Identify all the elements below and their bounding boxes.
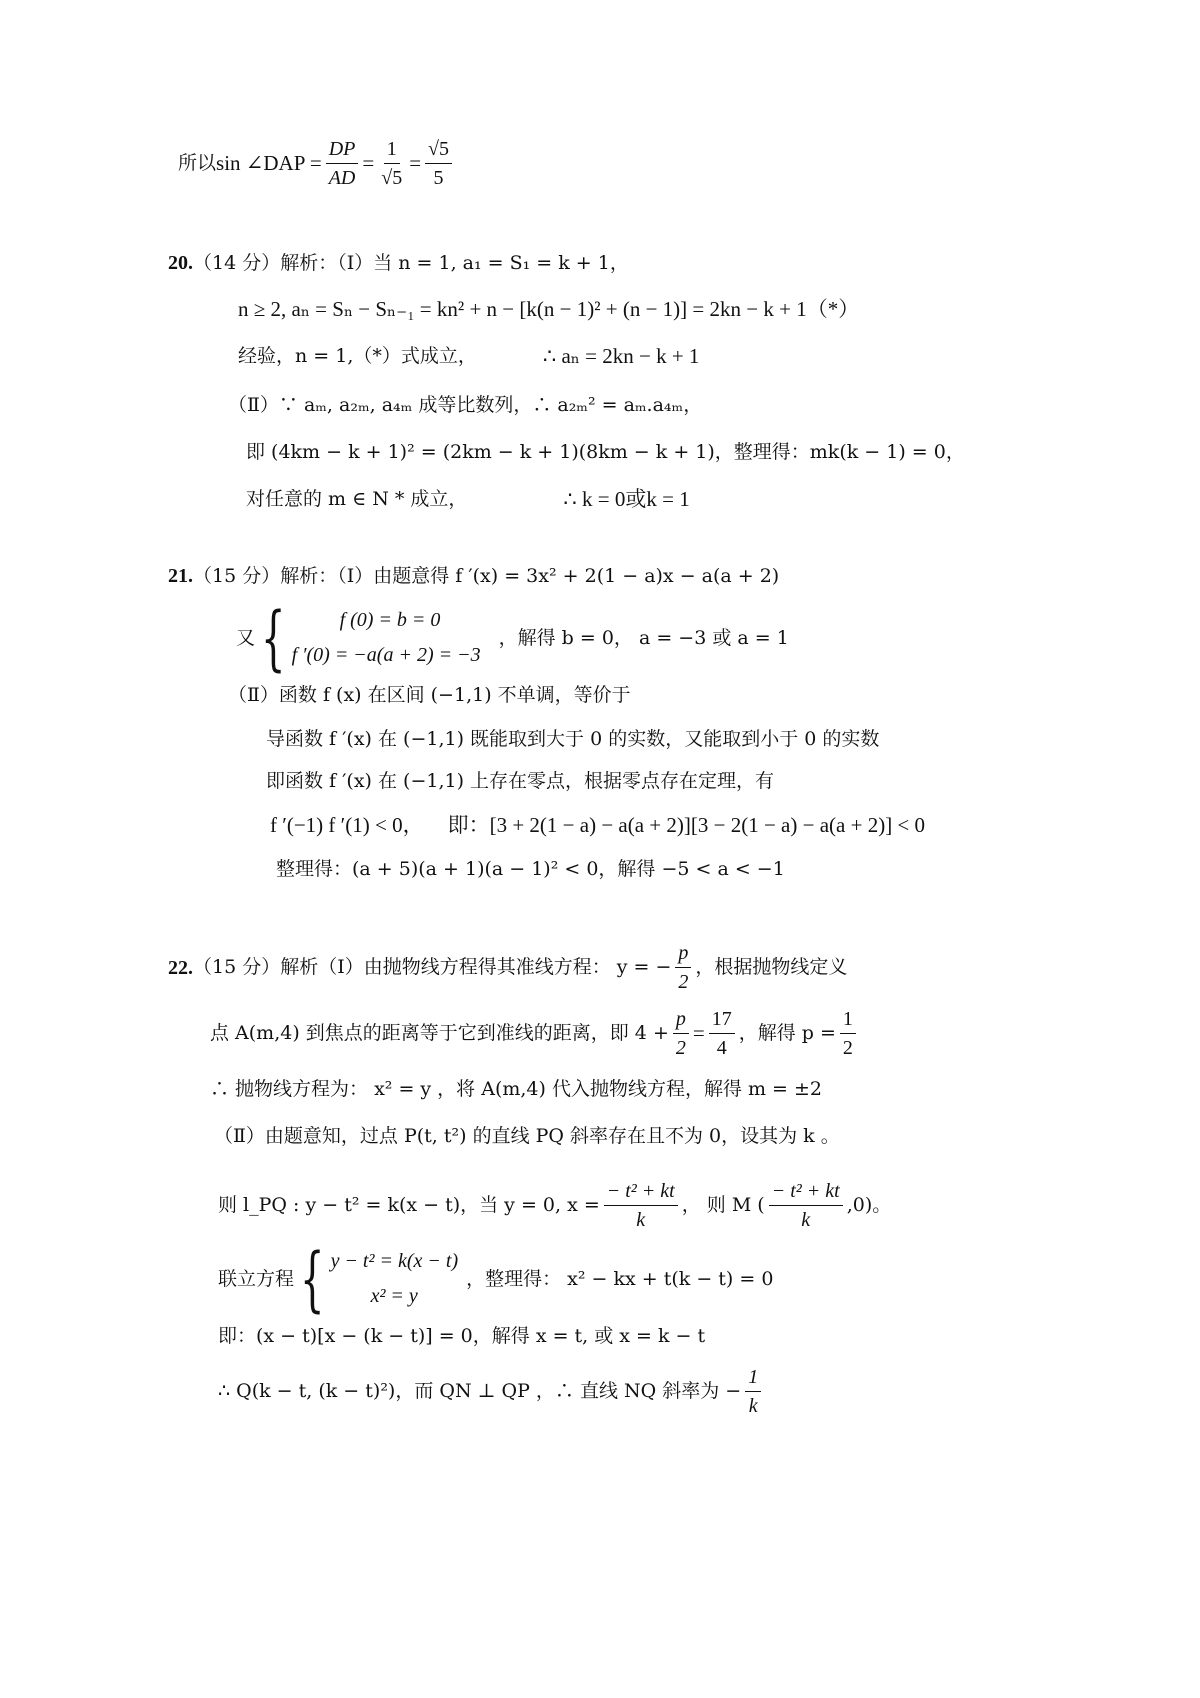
fraction-numerator: 1 — [840, 1008, 856, 1034]
text-you: 又 — [236, 626, 256, 649]
system-row-1: y − t² = k(x − t) — [330, 1250, 459, 1272]
system-line-parabola — [218, 1238, 774, 1320]
expanded-inequality: 即：[3 + 2(1 − a) − a(a + 2)][3 − 2(1 − a) − a(a + 2)] < 0 — [447, 813, 926, 837]
equation-system — [292, 609, 481, 667]
quadratic-text: ，整理得： x² − kx + t(k − t) = 0 — [466, 1267, 774, 1290]
factored-equation — [218, 1327, 705, 1346]
distance-text: 点 A(m,4) 到焦点的距离等于它到准线的距离，即 4 + — [210, 1022, 669, 1044]
for-any-m-text: 对任意的 m ∈ N * 成立， — [246, 488, 468, 510]
equation-text: n ≥ 2, aₙ = Sₙ − Sₙ₋₁ = kn² + n − [k(n − 1)² + (n − 1)] = 2kn − k + 1（*） — [238, 297, 860, 321]
k-conclusion — [246, 489, 690, 510]
problem-text: （14 分）解析：（Ⅰ）当 n = 1, a₁ = S₁ = k + 1， — [193, 251, 629, 274]
fraction-numerator: − t² + kt — [604, 1180, 678, 1206]
text: 导函数 f ′(x) 在 (−1,1) 既能取到大于 0 的实数，又能取到小于 0 的实数 — [266, 728, 880, 750]
part-ii-geometric — [228, 396, 702, 415]
directrix-text: （15 分）解析（Ⅰ）由抛物线方程得其准线方程： y = − — [193, 956, 672, 978]
fraction-17-4 — [709, 1008, 735, 1059]
fraction-numerator: p — [673, 1008, 689, 1034]
fraction-m-coordinate — [769, 1180, 843, 1231]
fraction-numerator: 1 — [384, 138, 400, 164]
parabola-equation — [210, 1080, 822, 1099]
point-m-text: ， 则 M ( — [681, 1194, 765, 1216]
problem-number: 21. — [168, 565, 193, 587]
left-brace-icon: { — [300, 1238, 325, 1320]
text: （Ⅱ）由题意知，过点 P(t, t²) 的直线 PQ 斜率存在且不为 0，设其为 k 。 — [214, 1125, 840, 1147]
equals-sign: = — [409, 151, 422, 175]
check-text: 经验，n = 1,（*）式成立， — [238, 345, 477, 367]
an-result: ∴ aₙ = 2kn − k + 1 — [542, 344, 700, 368]
fraction-1-sqrt5 — [378, 138, 405, 189]
text: 即函数 f ′(x) 在 (−1,1) 上存在零点，根据零点存在定理，有 — [266, 770, 775, 792]
expr-sin-dap: sin ∠DAP = — [216, 151, 322, 175]
text: （Ⅱ）函数 f (x) 在区间 (−1,1) 不单调，等价于 — [228, 684, 631, 706]
fraction-x-intercept — [604, 1180, 678, 1231]
point-q-slope — [218, 1366, 765, 1417]
fraction-numerator: − t² + kt — [769, 1180, 843, 1206]
fraction-denominator: √5 — [381, 167, 403, 189]
k-result: ∴ k = 0或k = 1 — [563, 487, 690, 511]
fraction-sqrt5-5 — [425, 138, 452, 189]
expand-text: 即 (4km − k + 1)² = (2km − k + 1)(8km − k + 1)，整理得：mk(k − 1) = 0， — [246, 441, 965, 463]
part-ii-line-pq — [214, 1127, 840, 1146]
check-line — [238, 346, 699, 367]
fraction-1-k — [745, 1366, 761, 1417]
equals-sign: = — [692, 1021, 705, 1045]
fraction-numerator: DP — [326, 138, 359, 164]
problem-text: （15 分）解析：（Ⅰ）由题意得 f ′(x) = 3x² + 2(1 − a)x − a(a + 2) — [193, 564, 780, 587]
fraction-denominator: k — [801, 1209, 811, 1231]
fraction-denominator: 4 — [716, 1037, 727, 1059]
fraction-denominator: k — [748, 1395, 758, 1417]
system-row-2: x² = y — [370, 1285, 418, 1307]
fraction-dp-ad — [326, 138, 359, 189]
product-inequality — [270, 815, 925, 836]
problem-number: 20. — [168, 252, 193, 274]
fraction-denominator: 2 — [678, 971, 689, 993]
fraction-p-2 — [673, 1008, 689, 1059]
problem-20-header — [168, 253, 629, 273]
system-f0 — [236, 597, 789, 679]
conclusion-sin-dap — [178, 138, 456, 189]
text: 即：(x − t)[x − (k − t)] = 0，解得 x = t, 或 x = k − t — [218, 1325, 706, 1347]
line-text: 则 l_PQ : y − t² = k(x − t)，当 y = 0, x = — [218, 1194, 600, 1216]
system-row-1: f (0) = b = 0 — [339, 609, 441, 631]
zero-existence — [266, 772, 774, 791]
part-ii-text: （Ⅱ）∵ aₘ, a₂ₘ, a₄ₘ 成等比数列，∴ a₂ₘ² = aₘ.a₄ₘ， — [228, 394, 703, 416]
fraction-numerator: √5 — [425, 138, 452, 164]
fraction-denominator: 5 — [433, 167, 444, 189]
line-pq-equation — [218, 1180, 891, 1231]
text-lianli: 联立方程 — [218, 1267, 295, 1290]
equation-system — [331, 1250, 459, 1308]
derivative-condition — [266, 730, 879, 749]
expand-equation — [246, 443, 965, 462]
fraction-p-2 — [675, 942, 691, 993]
text-suoyi: 所以 — [178, 152, 217, 174]
focus-distance — [210, 1008, 860, 1059]
product-text: f ′(−1) f ′(1) < 0， — [270, 813, 424, 837]
fraction-denominator: 2 — [842, 1037, 853, 1059]
fraction-numerator: p — [675, 942, 691, 968]
inequality-result — [276, 860, 785, 879]
part-ii-monotonic — [228, 686, 631, 705]
point-m-close: ,0)。 — [846, 1194, 892, 1216]
problem-number: 22. — [168, 956, 193, 979]
left-brace-icon: { — [261, 597, 286, 679]
definition-text: ，根据抛物线定义 — [695, 956, 848, 978]
problem-21-header — [168, 566, 779, 586]
text: ∴ 抛物线方程为： x² = y ，将 A(m,4) 代入抛物线方程，解得 m = ±2 — [210, 1078, 823, 1100]
equation-an-derivation — [238, 299, 859, 320]
fraction-denominator: AD — [328, 167, 356, 189]
text: 整理得：(a + 5)(a + 1)(a − 1)² < 0，解得 −5 < a < −1 — [276, 858, 785, 880]
fraction-denominator: 2 — [675, 1037, 686, 1059]
solution-text: ，解得 b = 0， a = −3 或 a = 1 — [498, 626, 789, 649]
fraction-denominator: k — [636, 1209, 646, 1231]
text: ∴ Q(k − t, (k − t)²)，而 QN ⊥ QP ，∴ 直线 NQ 斜率为 − — [218, 1380, 742, 1402]
problem-22-header — [168, 942, 847, 993]
equals-sign: = — [362, 151, 375, 175]
fraction-1-2 — [840, 1008, 856, 1059]
solve-p-text: ，解得 p = — [738, 1022, 836, 1044]
system-row-2: f ′(0) = −a(a + 2) = −3 — [291, 644, 481, 666]
fraction-numerator: 17 — [709, 1008, 735, 1034]
fraction-numerator: 1 — [745, 1366, 761, 1392]
